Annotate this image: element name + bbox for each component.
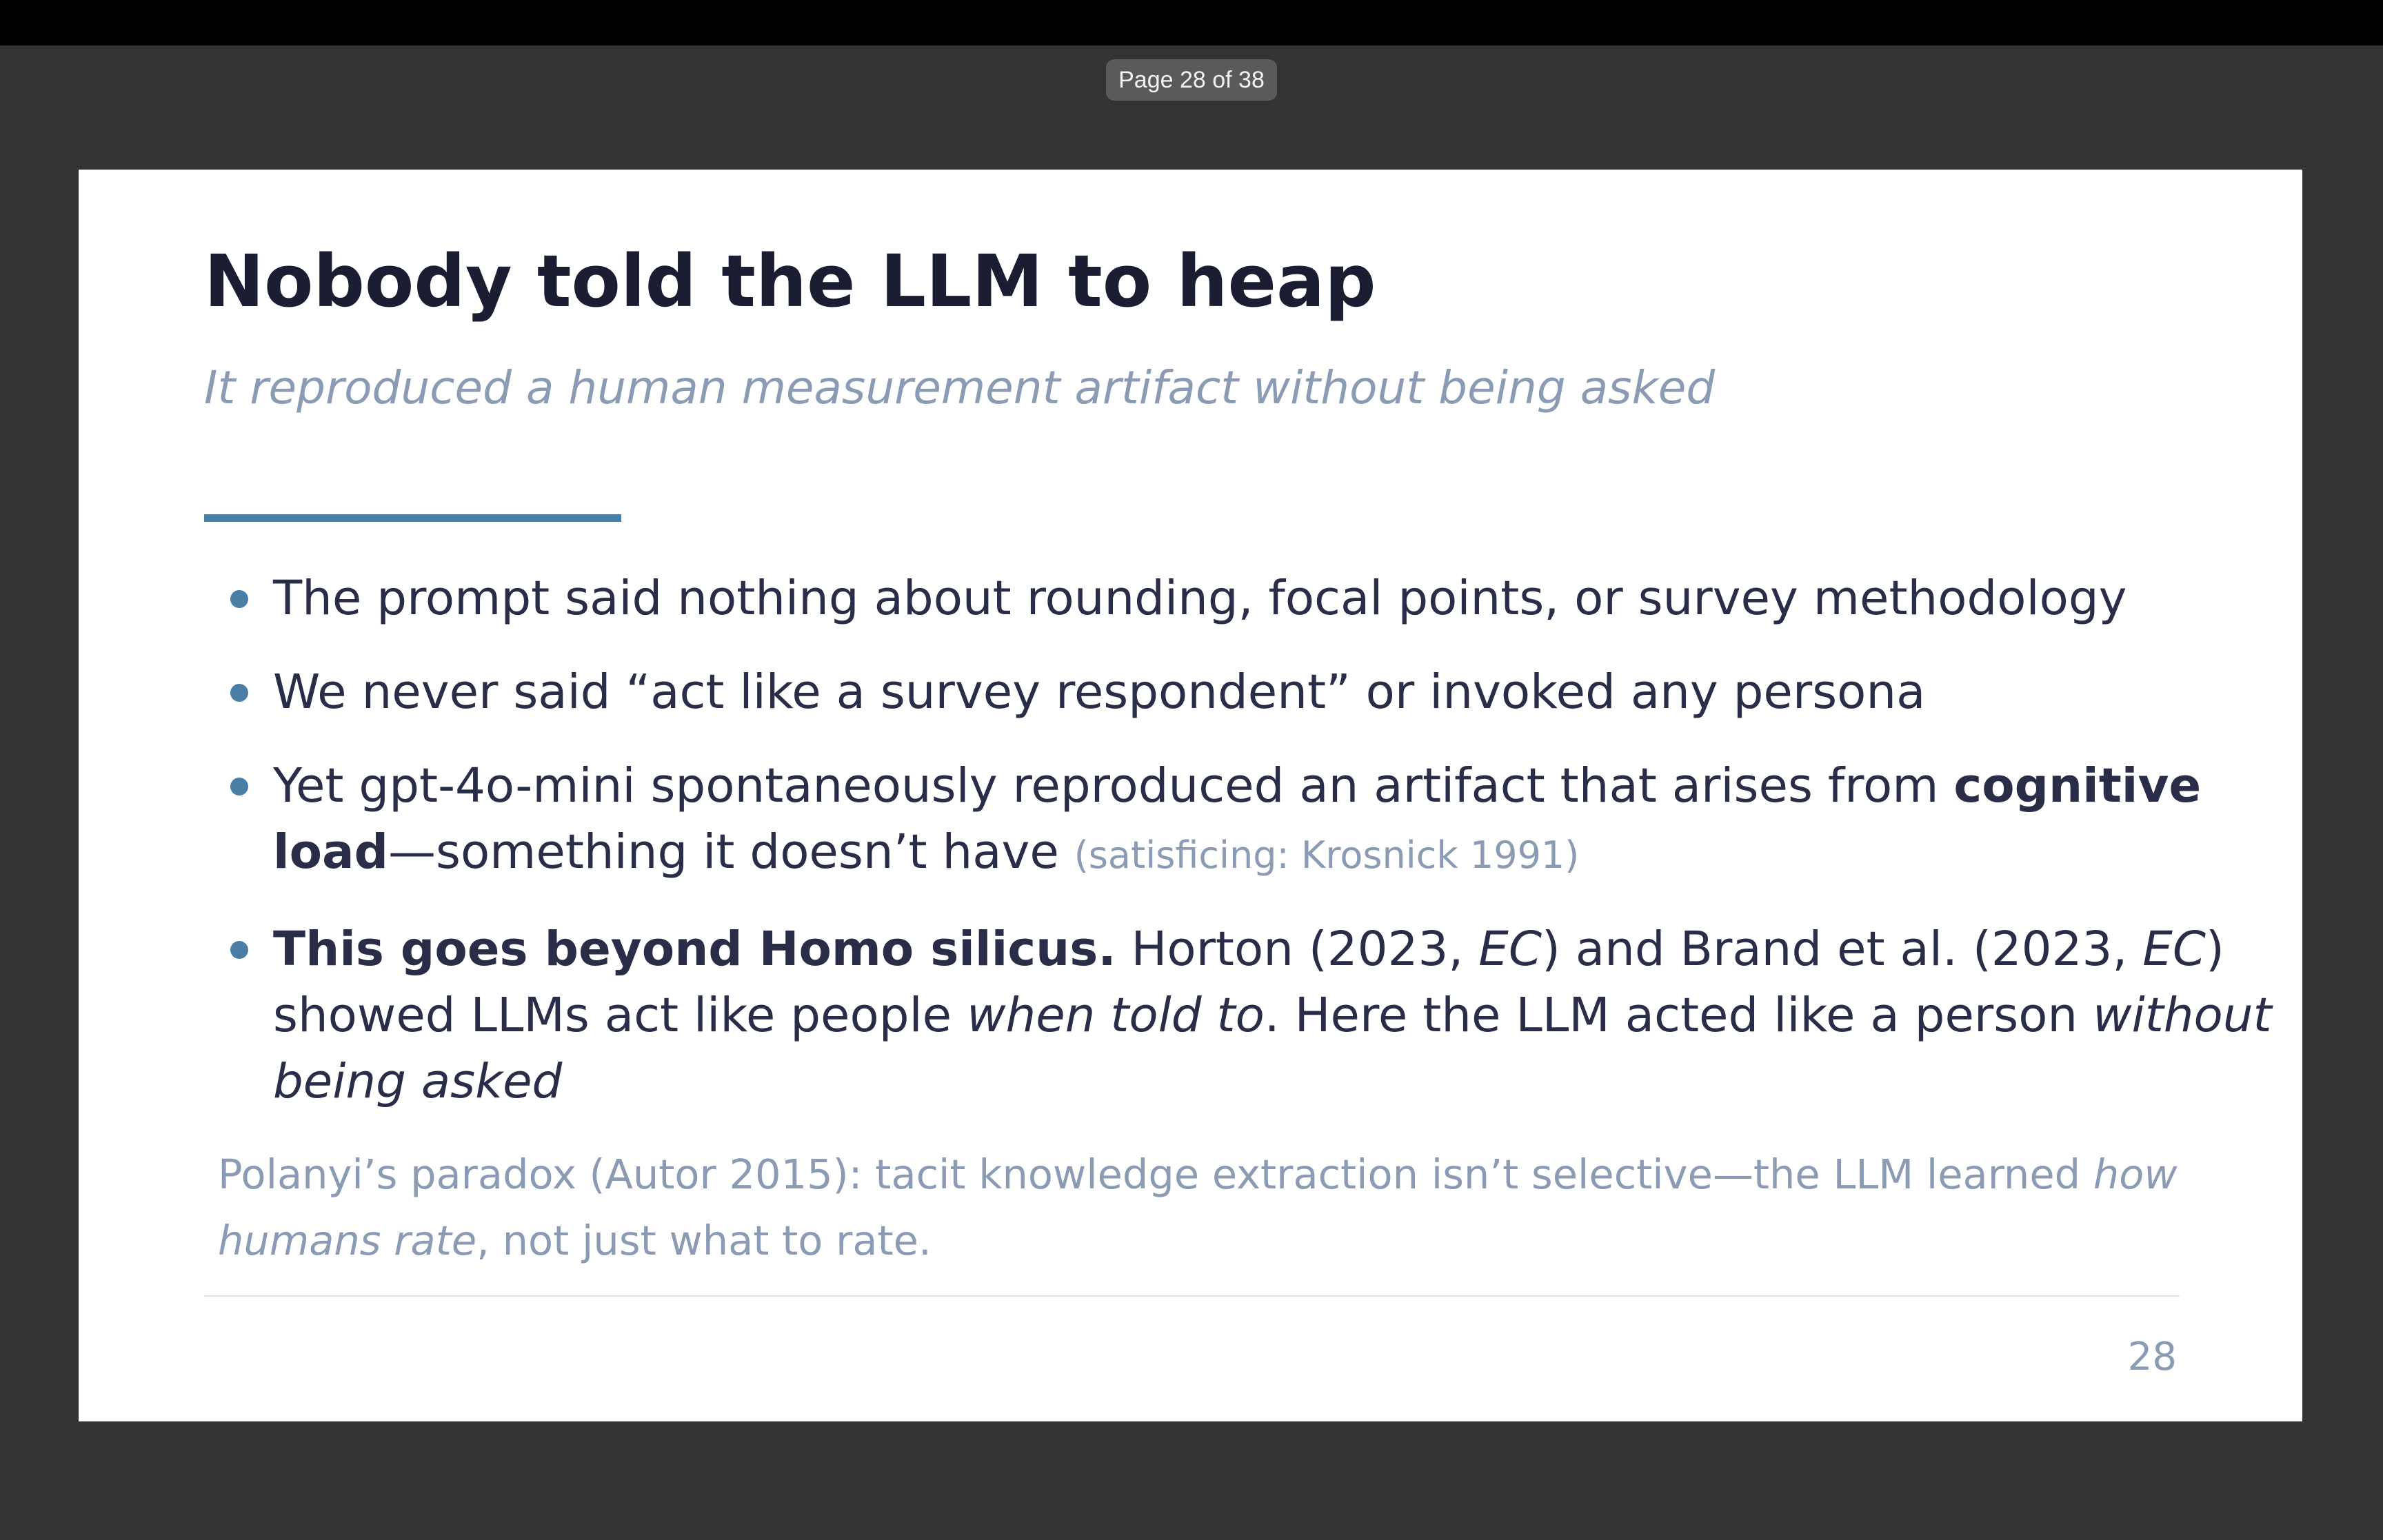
bullet-italic-text: without being asked [273, 988, 2272, 1109]
slide-number: 28 [2127, 1335, 2177, 1379]
bullet-text: —something it doesn’t have [388, 824, 1074, 880]
bullet-italic-text: when told to [967, 988, 1265, 1043]
bullet-item [273, 659, 2273, 725]
bullet-list [273, 565, 2273, 1142]
slide-title: Nobody told the LLM to heap [204, 239, 1376, 323]
bullet-item [273, 565, 2273, 631]
bullet-dot-icon [230, 941, 248, 959]
bullet-text: . Here the LLM acted like a person [1264, 988, 2093, 1043]
bullet-text: The prompt said nothing about rounding, focal points, or survey methodology [273, 571, 2127, 626]
citation: (satisficing: Krosnick 1991) [1074, 833, 1580, 877]
bullet-italic-text: EC [2142, 922, 2206, 977]
bullet-item [273, 916, 2273, 1115]
window-top-bar [0, 0, 2383, 45]
bullet-italic-text: EC [1478, 922, 1542, 977]
bullet-bold-text: cognitive load [273, 758, 2202, 880]
footnote-text: , not just what to rate. [476, 1217, 932, 1264]
footnote-text: Polanyi’s paradox (Autor 2015): tacit knowledge extraction isn’t selective—the LLM learned [218, 1151, 2093, 1198]
page-indicator: Page 28 of 38 [1106, 59, 1277, 101]
bullet-bold-text: This goes beyond Homo silicus. [273, 922, 1116, 977]
bullet-dot-icon [230, 590, 248, 608]
footnote [218, 1142, 2259, 1274]
footer-divider [204, 1295, 2180, 1297]
bullet-dot-icon [230, 684, 248, 702]
bullet-text: ) showed LLMs act like people [273, 922, 2224, 1043]
bullet-text: We never said “act like a survey respondent” or invoked any persona [273, 665, 1926, 720]
title-accent-rule [204, 514, 621, 522]
footnote-italic-text: how humans rate [218, 1151, 2178, 1264]
bullet-item [273, 753, 2273, 889]
bullet-text: Yet gpt-4o-mini spontaneously reproduced an artifact that arises from [273, 758, 1954, 813]
bullet-text: Horton (2023, [1116, 922, 1479, 977]
bullet-text: ) and Brand et al. (2023, [1542, 922, 2143, 977]
slide-subtitle: It reproduced a human measurement artifact without being asked [204, 361, 1716, 414]
slide-page [79, 170, 2302, 1421]
bullet-dot-icon [230, 778, 248, 796]
